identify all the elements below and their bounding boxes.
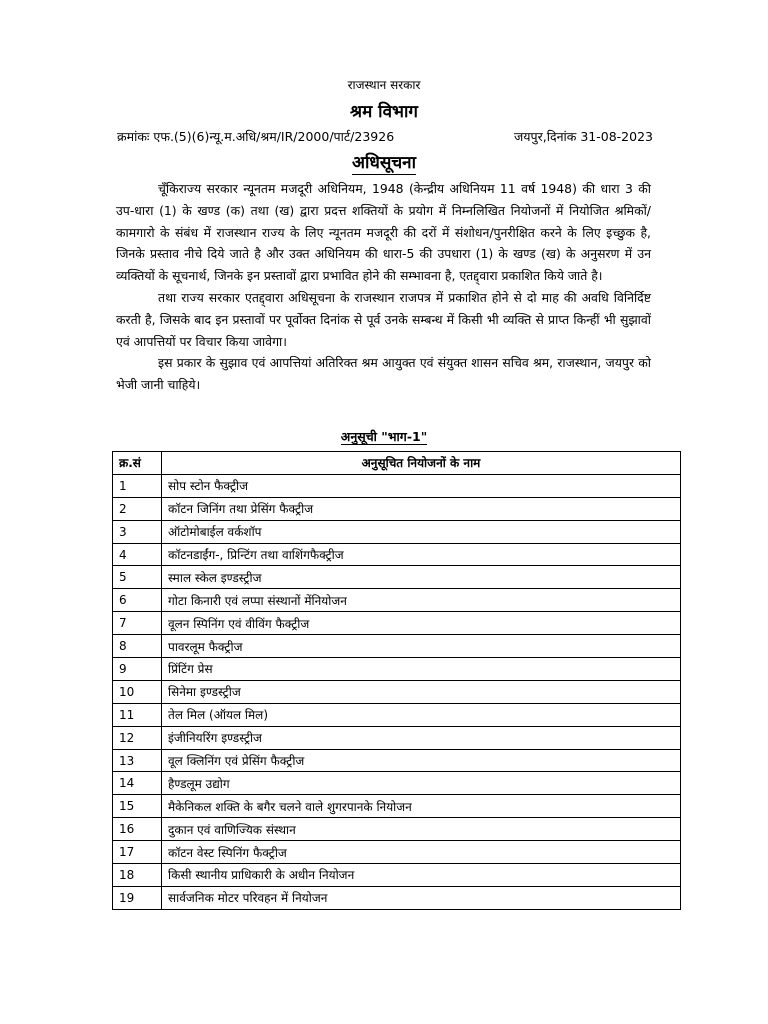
- row-serial-number: 13: [113, 749, 162, 772]
- paragraph-3: इस प्रकार के सुझाव एवं आपत्तियां अतिरिक्त श्रम आयुक्त एवं संयुक्त शासन सचिव श्रम, राजस्थान, जयपुर को भेजी जानी चाहिये।: [116, 355, 651, 393]
- row-serial-number: 5: [113, 566, 162, 589]
- notification-heading: [0, 150, 768, 173]
- row-employment-name: सोप स्टोन फैक्ट्रीज: [162, 474, 681, 497]
- notification-body: [116, 178, 651, 396]
- row-employment-name: पावरलूम फैक्ट्रीज: [162, 635, 681, 658]
- row-serial-number: 6: [113, 589, 162, 612]
- row-employment-name: किसी स्थानीय प्राधिकारी के अधीन नियोजन: [162, 864, 681, 887]
- row-employment-name: दुकान एवं वाणिज्यिक संस्थान: [162, 818, 681, 841]
- schedule-heading: [0, 428, 768, 445]
- table-row: [113, 543, 681, 566]
- row-serial-number: 4: [113, 543, 162, 566]
- row-employment-name: स्माल स्केल इण्डस्ट्रीज: [162, 566, 681, 589]
- row-employment-name: गोटा किनारी एवं लप्पा संस्थानों मेंनियोजन: [162, 589, 681, 612]
- table-row: [113, 635, 681, 658]
- row-employment-name: कॉटन जिनिंग तथा प्रेसिंग फैक्ट्रीज: [162, 497, 681, 520]
- table-row: [113, 749, 681, 772]
- row-serial-number: 15: [113, 795, 162, 818]
- table-row: [113, 772, 681, 795]
- row-employment-name: सार्वजनिक मोटर परिवहन में नियोजन: [162, 886, 681, 909]
- row-employment-name: इंजीनियरिंग इण्डस्ट्रीज: [162, 726, 681, 749]
- row-employment-name: ऑटोमोबाईल वर्कशॉप: [162, 520, 681, 543]
- notification-title: अधिसूचना: [352, 153, 416, 173]
- row-employment-name: वूल क्लिनिंग एवं प्रेसिंग फैक्ट्रीज: [162, 749, 681, 772]
- paragraph-2: तथा राज्य सरकार एतद्द्वारा अधिसूचना के राजस्थान राजपत्र में प्रकाशित होने से दो माह की अवधि विनिर्दिष्ट करती है, जिसके बाद इन प्रस्तावों पर पूर्वोक्त दिनांक से पूर्व उनके सम्बन्ध में किसी भी व्यक्ति से प्राप्त किन्हीं भी सुझावों एवं आपत्तियों पर विचार किया जावेगा।: [116, 289, 651, 349]
- table-row: [113, 864, 681, 887]
- row-employment-name: मैकेनिकल शक्ति के बगैर चलने वाले शुगरपानके नियोजन: [162, 795, 681, 818]
- table-row: [113, 612, 681, 635]
- row-employment-name: तेल मिल (ऑयल मिल): [162, 703, 681, 726]
- row-employment-name: सिनेमा इण्डस्ट्रीज: [162, 680, 681, 703]
- row-serial-number: 7: [113, 612, 162, 635]
- department-name: श्रम विभाग: [350, 102, 418, 122]
- paragraph-1: चूँकिराज्य सरकार न्यूनतम मजदूरी अधिनियम, 1948 (केन्द्रीय अधिनियम 11 वर्ष 1948) की धारा 3 की उप-धारा (1) के खण्ड (क) तथा (ख) द्वारा प्रदत्त शक्तियों के प्रयोग में निम्नलिखित नियोजनों में नियोजित श्रमिकों/कामगारो के संबंध में राजस्थान राज्य के लिए न्यूनतम मजदूरी की दरों में संशोधन/पुनरीक्षित करने के लिए इच्छुक है, जिनके प्रस्ताव नीचे दिये जाते है और उक्त अधिनियम की धारा-5 की उपधारा (1) के खण्ड (ख) के अनुसरण में उन व्यक्तियों के सूचनार्थ, जिनके इन प्रस्तावों द्वारा प्रभावित होने की सम्भावना है, एतद्द्वारा प्रकाशित किये जाते है।: [116, 181, 651, 284]
- schedule-table-body: [113, 474, 681, 909]
- table-row: [113, 474, 681, 497]
- government-name: राजस्थान सरकार: [347, 78, 421, 92]
- place-date: जयपुर,दिनांक 31-08-2023: [514, 129, 653, 144]
- row-serial-number: 2: [113, 497, 162, 520]
- row-employment-name: कॉटनडाईंग-, प्रिन्टिंग तथा वाशिंगफैक्ट्रीज: [162, 543, 681, 566]
- table-row: [113, 818, 681, 841]
- table-row: [113, 658, 681, 681]
- table-row: [113, 886, 681, 909]
- schedule-title: अनुसूची "भाग-1": [340, 429, 428, 444]
- table-row: [113, 795, 681, 818]
- reference-line: [117, 128, 653, 146]
- row-serial-number: 11: [113, 703, 162, 726]
- row-employment-name: प्रिंटिंग प्रेस: [162, 658, 681, 681]
- table-row: [113, 589, 681, 612]
- table-row: [113, 566, 681, 589]
- row-serial-number: 8: [113, 635, 162, 658]
- row-serial-number: 10: [113, 680, 162, 703]
- table-row: [113, 497, 681, 520]
- row-serial-number: 16: [113, 818, 162, 841]
- table-row: [113, 520, 681, 543]
- schedule-table: [112, 451, 681, 910]
- header-serial: क्र.सं: [113, 452, 162, 475]
- row-serial-number: 19: [113, 886, 162, 909]
- row-employment-name: कॉटन वेस्ट स्पिनिंग फैक्ट्रीज: [162, 841, 681, 864]
- row-serial-number: 18: [113, 864, 162, 887]
- row-serial-number: 3: [113, 520, 162, 543]
- row-serial-number: 12: [113, 726, 162, 749]
- row-serial-number: 17: [113, 841, 162, 864]
- table-row: [113, 703, 681, 726]
- table-row: [113, 841, 681, 864]
- reference-number: क्रमांकः एफ.(5)(6)न्यू.म.अधि/श्रम/IR/2000/पार्ट/23926: [117, 129, 395, 144]
- row-serial-number: 14: [113, 772, 162, 795]
- row-employment-name: वूलन स्पिनिंग एवं वीविंग फैक्ट्रीज: [162, 612, 681, 635]
- row-serial-number: 1: [113, 474, 162, 497]
- row-employment-name: हैण्डलूम उद्योग: [162, 772, 681, 795]
- table-row: [113, 680, 681, 703]
- table-row: [113, 726, 681, 749]
- header-employment-name: अनुसूचित नियोजनों के नाम: [162, 452, 681, 475]
- table-header-row: [113, 452, 681, 475]
- row-serial-number: 9: [113, 658, 162, 681]
